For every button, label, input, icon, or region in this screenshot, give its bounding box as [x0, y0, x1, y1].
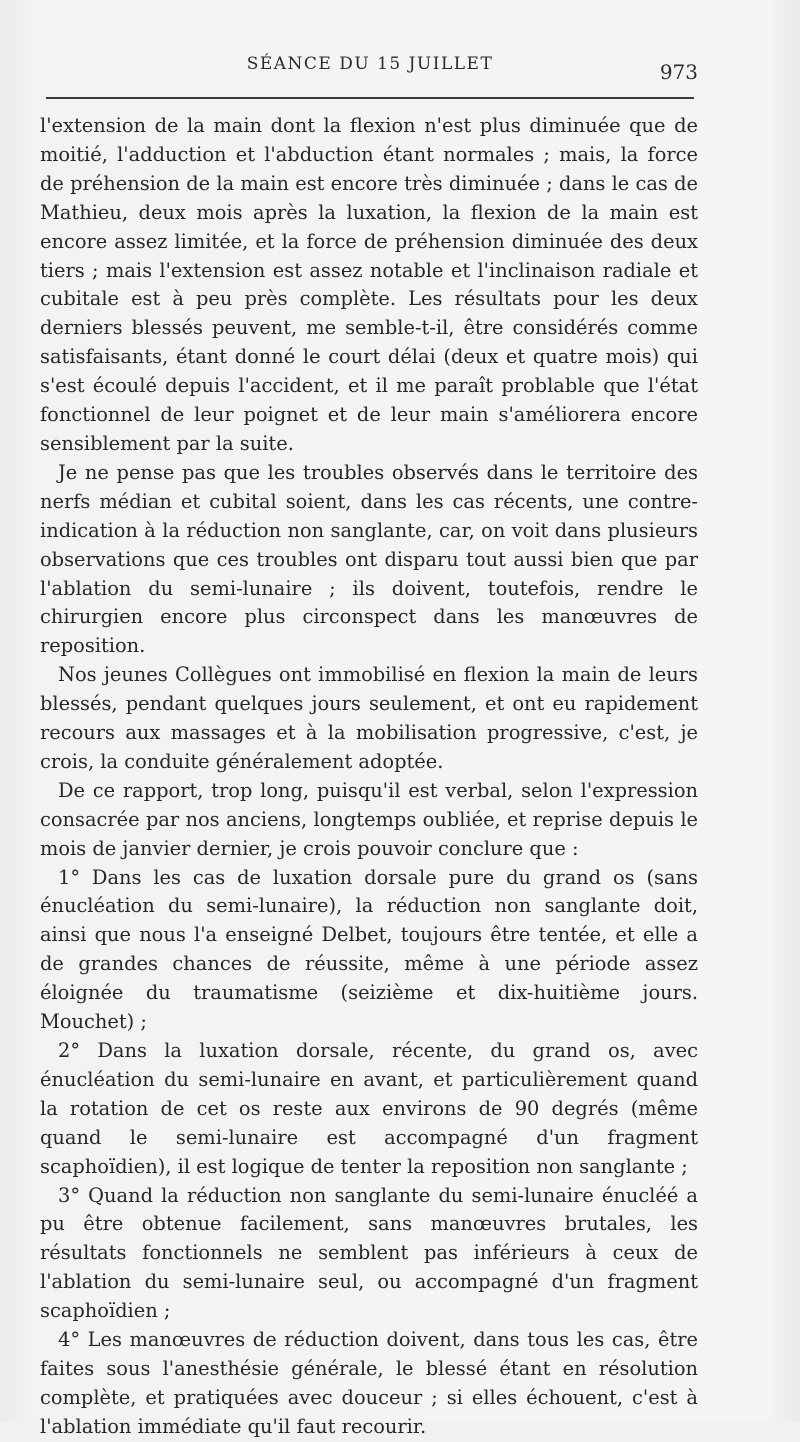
paragraph-immobilisation: Nos jeunes Collègues ont immobilisé en flexion la main de leurs blessés, pendant quelques jours seulement, et ont eu rapidement recours aux massages et à la mobilisation progressive, c'est, je crois, la conduite généralement adoptée.: [40, 663, 698, 773]
paragraph-nerve-troubles: Je ne pense pas que les troubles observés dans le territoire des nerfs médian et cubital soient, dans les cas récents, une contre-indication à la réduction non sanglante, car, on voit dans plusieurs observations que ces troubles ont disparu tout aussi bien que par l'ablation du semi-lunaire ; ils doivent, toutefois, rendre le chirurgien encore plus circonspect dans les manœuvres de reposition.: [40, 460, 698, 658]
conclusion-item-4: 4° Les manœuvres de réduction doivent, dans tous les cas, être faites sous l'anesthésie générale, le blessé étant en résolution complète, et pratiquées avec douceur ; si elles échouent, c'est à l'ablation immédiate qu'il faut recourir.: [40, 1328, 698, 1438]
page-number: 973: [659, 60, 698, 84]
conclusion-item-2: 2° Dans la luxation dorsale, récente, du grand os, avec énucléation du semi-lunaire en avant, et particulièrement quand la rotation de cet os reste aux environs de 90 degrés (même quand le semi-lunaire est accompagné d'un fragment scaphoïdien), il est logique de tenter la reposition non sanglante ;: [40, 1039, 698, 1178]
paragraph-conclusion-intro: De ce rapport, trop long, puisqu'il est verbal, selon l'expression consacrée par nos anciens, longtemps oubliée, et reprise depuis le mois de janvier dernier, je crois pouvoir conclure que :: [40, 778, 698, 860]
paragraph-continuation: l'extension de la main dont la flexion n'est plus diminuée que de moitié, l'adduction et l'abduction étant normales ; mais, la force de préhension de la main est encore très diminuée ; dans le cas de Mathieu, deux mois après la luxation, la flexion de la main est encore assez limitée, et la force de préhension diminuée des deux tiers ; mais l'extension est assez notable et l'inclinaison radiale et cubitale est à peu près complète. Les résultats pour les deux derniers blessés peuvent, me semble-t-il, être considérés comme satisfaisants, étant donné le court délai (deux et quatre mois) qui s'est écoulé depuis l'accident, et il me paraît problable que l'état fonctionnel de leur poignet et de leur main s'améliorera encore sensiblement par la suite.: [40, 114, 698, 455]
conclusion-item-1: 1° Dans les cas de luxation dorsale pure du grand os (sans énucléation du semi-lunaire), la réduction non sanglante doit, ainsi que nous l'a enseigné Delbet, toujours être tentée, et elle a de grandes chances de réussite, même à une période assez éloignée du traumatisme (seizième et dix-huitième jours. Mouchet) ;: [40, 865, 698, 1034]
conclusion-item-3: 3° Quand la réduction non sanglante du semi-lunaire énucléé a pu être obtenue facilement, sans manœuvres brutales, les résultats fonctionnels ne semblent pas inférieurs à ceux de l'ablation du semi-lunaire seul, ou accompagné d'un fragment scaphoïdien ;: [40, 1183, 698, 1323]
page-header: [40, 48, 700, 88]
running-head: SÉANCE DU 15 JUILLET: [246, 54, 494, 74]
header-rule: [46, 97, 694, 99]
body-text: [40, 112, 698, 1442]
